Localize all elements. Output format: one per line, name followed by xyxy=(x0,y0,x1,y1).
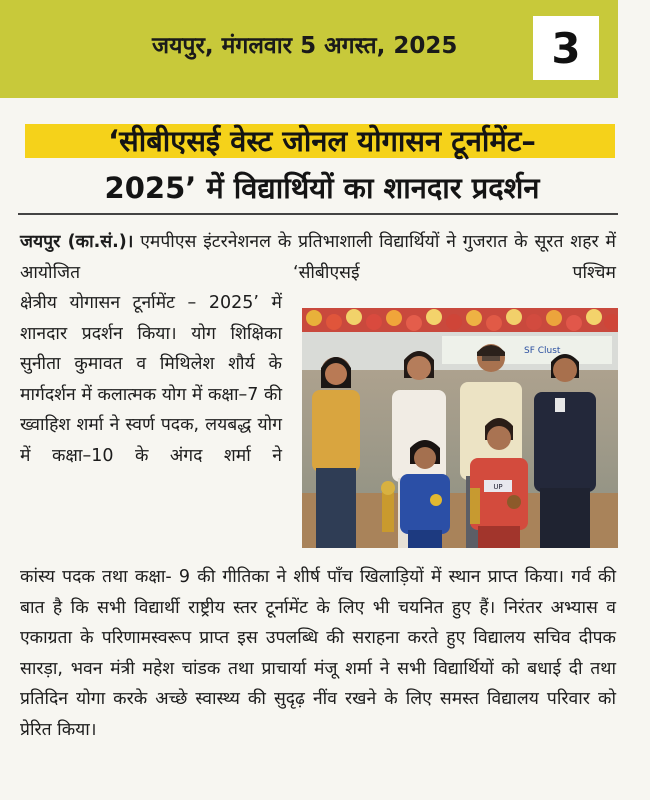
page-number-box xyxy=(533,16,599,80)
headline-line-2: 2025’ में विद्यार्थियों का शानदार प्रदर्शन xyxy=(104,171,540,205)
article-intro-text: एमपीएस इंटरनेशनल के प्रतिभाशाली विद्यार्थियों ने गुजरात के सूरत शहर में आयोजित ‘सीबीएसई पश्चिम xyxy=(20,232,616,283)
headline-line-1: ‘सीबीएसई वेस्ट जोनल योगासन टूर्नामेंट– xyxy=(108,124,536,158)
headline-rule xyxy=(18,213,618,215)
article-side-column: क्षेत्रीय योगासन टूर्नामेंट – 2025’ में शानदार प्रदर्शन किया। योग शिक्षिका सुनीता कुमावत व मिथिलेश शौर्य के मार्गदर्शन में कलात्मक योग में कक्षा–7 की ख्वाहिश शर्मा ने स्वर्ण पदक, लयबद्ध योग में कक्षा–10 के अंगद शर्मा ने xyxy=(20,293,282,466)
page-number: 3 xyxy=(551,23,581,73)
banner-text: SF Clust xyxy=(524,346,561,356)
flower-garland xyxy=(302,308,618,332)
article-continuation xyxy=(20,562,616,745)
badge-text: UP xyxy=(493,483,503,491)
dateline: जयपुर, मंगलवार 5 अगस्त, 2025 xyxy=(152,33,458,59)
article-lead: जयपुर (का.सं.)। xyxy=(20,232,134,252)
article-continuation-text: कांस्य पदक तथा कक्षा- 9 की गीतिका ने शीर्ष पाँच खिलाड़ियों में स्थान प्राप्त किया। गर्व की बात है कि सभी विद्यार्थी राष्ट्रीय स्तर टूर्नामेंट के लिए भी चयनित हुए हैं। निरंतर अभ्यास व एकाग्रता के परिणामस्वरूप प्राप्त इस उपलब्धि की सराहना करते हुए विद्यालय सचिव दीपक सारड़ा, भवन मंत्री महेश चांडक तथा प्राचार्या मंजू शर्मा ने सभी विद्यार्थियों को बधाई दी तथा प्रतिदिन योगा करके अच्छे स्वास्थ्य की सुदृढ़ नींव रखने के लिए समस्त विद्यालय परिवार को प्रेरित किया। xyxy=(20,567,616,740)
headline xyxy=(22,118,622,212)
article-photo xyxy=(302,308,618,548)
article-intro xyxy=(20,227,616,288)
